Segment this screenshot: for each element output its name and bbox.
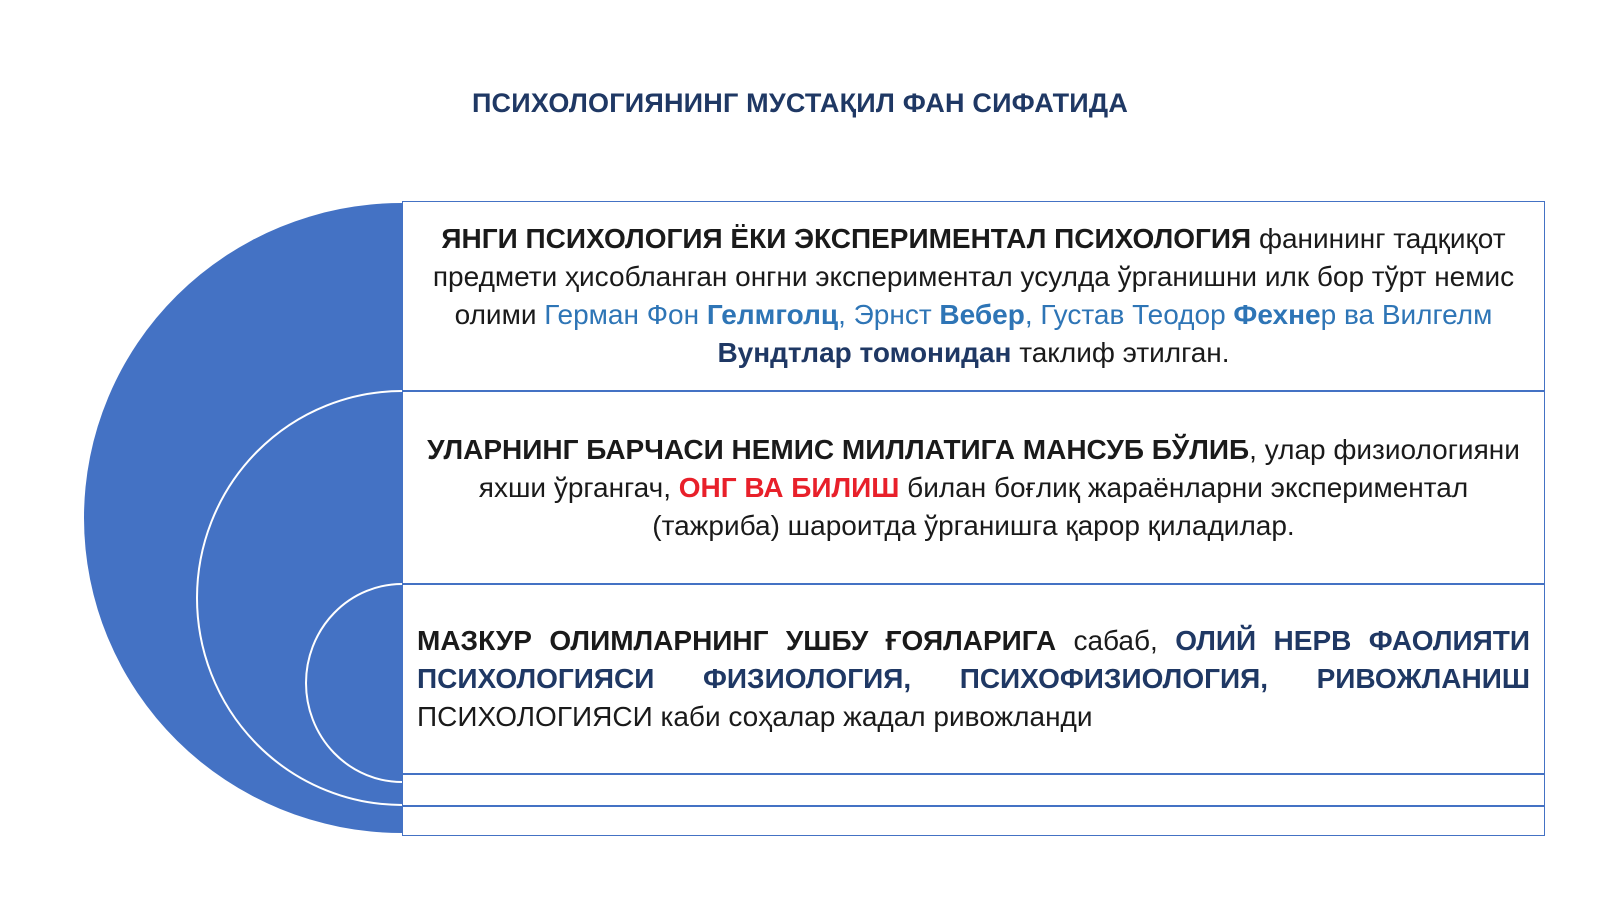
panel-new-psychology — [402, 201, 1545, 391]
panel2-highlight: ОНГ ВА БИЛИШ — [678, 471, 900, 503]
panel3-text2: ПСИХОЛОГИЯСИ каби соҳалар жадал ривожланди — [417, 701, 1093, 732]
panel-german-scientists — [402, 391, 1545, 584]
panel1-text2: таклиф этилган. — [1011, 337, 1230, 368]
panel1-name5: , Густав Теодор — [1024, 299, 1234, 330]
panel1-name4: Вебер — [939, 299, 1025, 330]
panel2-text2: билан боғлиқ жараёнларни экспериментал (тажриба) шароитда ўрганишга қарор қиладилар. — [652, 471, 1469, 541]
panel1-name8: Вундтлар томонидан — [717, 337, 1012, 368]
panel1-name6: Фехне — [1233, 299, 1321, 330]
panel3-lead: МАЗКУР ОЛИМЛАРНИНГ УШБУ ҒОЯЛАРИГА — [417, 625, 1057, 656]
panel1-name2: Гелмголц — [706, 299, 839, 330]
panel3-text1: сабаб, — [1056, 625, 1176, 656]
empty-panel-1 — [402, 774, 1545, 806]
panel1-lead: ЯНГИ ПСИХОЛОГИЯ ЁКИ ЭКСПЕРИМЕНТАЛ ПСИХОЛОГИЯ — [441, 223, 1252, 254]
panel1-name1: Герман Фон — [544, 299, 707, 330]
panel-fields-developed — [402, 584, 1545, 774]
panel1-text1: фанининг тадқиқот предмети ҳисобланган онгни экспериментал усулда ўрганишни илк бор тўрт немис олими — [432, 223, 1515, 330]
panel2-text1: , улар физиологияни яхши ўргангач, — [478, 433, 1520, 503]
slide-title: ПСИХОЛОГИЯНИНГ МУСТАҚИЛ ФАН СИФАТИДА — [471, 88, 1129, 118]
panel3-fields: ОЛИЙ НЕРВ ФАОЛИЯТИ ПСИХОЛОГИЯСИ ФИЗИОЛОГИЯ, ПСИХОФИЗИОЛОГИЯ, РИВОЖЛАНИШ — [417, 625, 1530, 694]
empty-panel-2 — [402, 806, 1545, 836]
panel2-lead: УЛАРНИНГ БАРЧАСИ НЕМИС МИЛЛАТИГА МАНСУБ БЎЛИБ — [427, 433, 1250, 465]
outer-arc — [84, 203, 402, 833]
panel1-name7: р ва Вилгелм — [1320, 299, 1493, 330]
panel1-name3: , Эрнст — [838, 299, 940, 330]
concentric-arc-graphic — [0, 0, 420, 899]
